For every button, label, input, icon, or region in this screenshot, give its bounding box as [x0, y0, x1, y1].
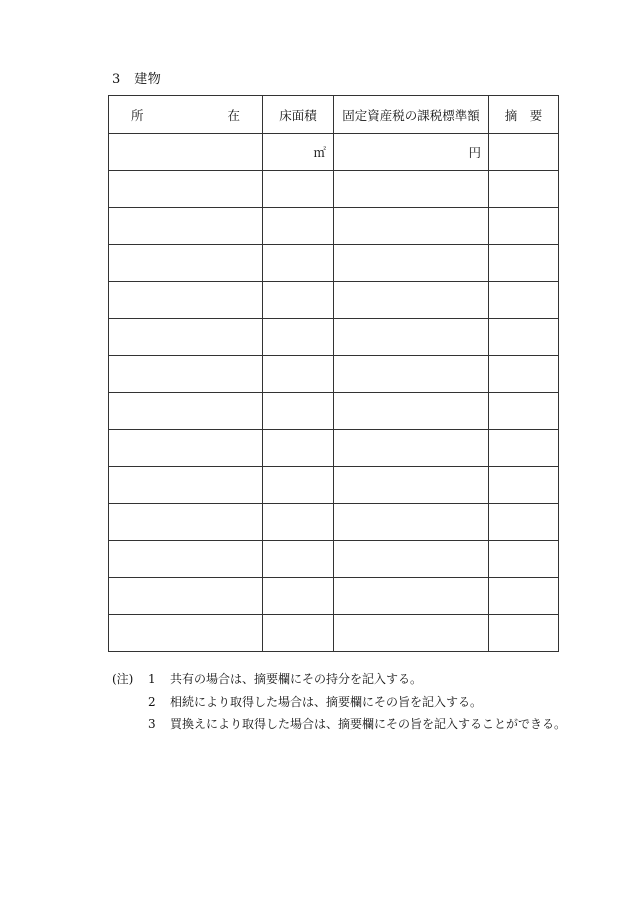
cell-location[interactable] — [109, 319, 263, 356]
cell-floor-area[interactable] — [263, 467, 334, 504]
note-item-3 — [112, 713, 566, 736]
table-row-units — [109, 134, 559, 171]
cell-remarks[interactable] — [489, 541, 559, 578]
table-row — [109, 171, 559, 208]
table-row — [109, 504, 559, 541]
table-row — [109, 356, 559, 393]
cell-location[interactable] — [109, 578, 263, 615]
table-row — [109, 430, 559, 467]
cell-location[interactable] — [109, 282, 263, 319]
cell-remarks[interactable] — [489, 208, 559, 245]
cell-remarks[interactable] — [489, 430, 559, 467]
cell-location[interactable] — [109, 430, 263, 467]
cell-tax-value[interactable] — [334, 615, 489, 652]
table-row — [109, 282, 559, 319]
note-number: 2 — [148, 694, 156, 709]
cell-floor-area[interactable] — [263, 578, 334, 615]
note-number: 3 — [148, 717, 156, 731]
cell-location[interactable] — [109, 504, 263, 541]
cell-remarks[interactable] — [489, 504, 559, 541]
cell-floor-area-unit[interactable]: ㎡ — [263, 134, 334, 171]
note-item-2 — [112, 691, 566, 714]
header-location-left: 所 — [131, 107, 144, 123]
cell-location[interactable] — [109, 356, 263, 393]
cell-location[interactable] — [109, 467, 263, 504]
cell-tax-value[interactable] — [334, 245, 489, 282]
cell-floor-area[interactable] — [263, 282, 334, 319]
header-remarks: 摘 要 — [489, 96, 559, 134]
table-row — [109, 393, 559, 430]
notes — [112, 668, 566, 736]
cell-tax-value[interactable] — [334, 171, 489, 208]
cell-floor-area[interactable] — [263, 541, 334, 578]
note-text: 共有の場合は、摘要欄にその持分を記入する。 — [170, 672, 423, 686]
table-row — [109, 615, 559, 652]
cell-location[interactable] — [109, 393, 263, 430]
cell-floor-area[interactable] — [263, 245, 334, 282]
header-tax-value: 固定資産税の課税標準額 — [334, 96, 489, 134]
cell-location[interactable] — [109, 208, 263, 245]
cell-remarks[interactable] — [489, 467, 559, 504]
cell-remarks[interactable] — [489, 578, 559, 615]
cell-tax-value-unit[interactable]: 円 — [334, 134, 489, 171]
table-row — [109, 319, 559, 356]
cell-remarks[interactable] — [489, 245, 559, 282]
cell-location[interactable] — [109, 245, 263, 282]
table-row — [109, 245, 559, 282]
cell-tax-value[interactable] — [334, 578, 489, 615]
cell-location[interactable] — [109, 134, 263, 171]
cell-tax-value[interactable] — [334, 319, 489, 356]
cell-location[interactable] — [109, 541, 263, 578]
cell-remarks[interactable] — [489, 393, 559, 430]
header-location-right: 在 — [227, 107, 240, 123]
section-title: 3 建物 — [112, 72, 162, 87]
cell-remarks[interactable] — [489, 282, 559, 319]
cell-floor-area[interactable] — [263, 356, 334, 393]
cell-floor-area[interactable] — [263, 430, 334, 467]
cell-location[interactable] — [109, 171, 263, 208]
cell-tax-value[interactable] — [334, 282, 489, 319]
cell-floor-area[interactable] — [263, 171, 334, 208]
notes-label: (注) — [112, 672, 134, 686]
table-row — [109, 578, 559, 615]
cell-floor-area[interactable] — [263, 393, 334, 430]
note-text: 買換えにより取得した場合は、摘要欄にその旨を記入することができる。 — [170, 717, 567, 731]
cell-floor-area[interactable] — [263, 615, 334, 652]
header-floor-area: 床面積 — [263, 96, 334, 134]
cell-tax-value[interactable] — [334, 356, 489, 393]
table-row — [109, 208, 559, 245]
cell-floor-area[interactable] — [263, 504, 334, 541]
cell-tax-value[interactable] — [334, 541, 489, 578]
building-table — [108, 95, 559, 652]
cell-tax-value[interactable] — [334, 208, 489, 245]
cell-tax-value[interactable] — [334, 467, 489, 504]
note-item-1 — [112, 668, 566, 691]
cell-remarks[interactable] — [489, 134, 559, 171]
table-row — [109, 467, 559, 504]
cell-remarks[interactable] — [489, 319, 559, 356]
note-number: 1 — [148, 672, 156, 686]
cell-floor-area[interactable] — [263, 208, 334, 245]
cell-remarks[interactable] — [489, 356, 559, 393]
cell-tax-value[interactable] — [334, 504, 489, 541]
cell-floor-area[interactable] — [263, 319, 334, 356]
header-row — [109, 96, 559, 134]
cell-location[interactable] — [109, 615, 263, 652]
header-location — [109, 96, 263, 134]
cell-remarks[interactable] — [489, 615, 559, 652]
table-row — [109, 541, 559, 578]
note-text: 相続により取得した場合は、摘要欄にその旨を記入する。 — [170, 694, 483, 709]
cell-remarks[interactable] — [489, 171, 559, 208]
cell-tax-value[interactable] — [334, 430, 489, 467]
cell-tax-value[interactable] — [334, 393, 489, 430]
